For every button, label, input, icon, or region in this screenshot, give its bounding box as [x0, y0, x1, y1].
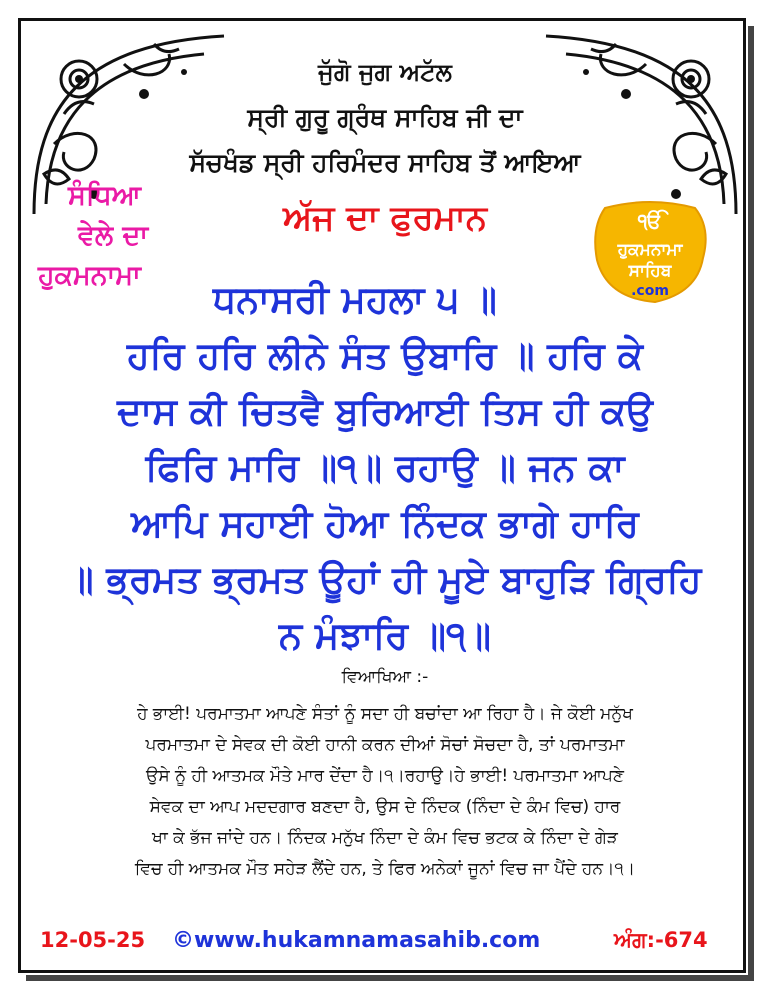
gurbani-line: ਧਨਾਸਰੀ ਮਹਲਾ ੫ ॥ — [213, 278, 497, 321]
gurbani-line: ਫਿਰਿ ਮਾਰਿ ॥੧॥ ਰਹਾਉ ॥ ਜਨ ਕਾ — [145, 446, 625, 489]
footer-date: 12-05-25 — [40, 928, 146, 952]
footer-website-link[interactable]: ©www.hukamnamasahib.com — [172, 928, 541, 953]
vyakhia-line: ਉਸੇ ਨੂੰ ਹੀ ਆਤਮਕ ਮੌਤੇ ਮਾਰ ਦੇਂਦਾ ਹੈ।੧।ਰਹਾਉ।ਹੇ ਭਾਈ! ਪਰਮਾਤਮਾ ਆਪਣੇ — [146, 766, 624, 786]
gurbani-line: ਹਰਿ ਹਰਿ ਲੀਨੇ ਸੰਤ ਉਬਾਰਿ ॥ ਹਰਿ ਕੇ — [127, 334, 643, 377]
page-title: ਅੱਜ ਦਾ ਫੁਰਮਾਨ — [283, 198, 487, 238]
vyakhia-text — [40, 699, 730, 885]
vyakhia-line: ਪਰਮਾਤਮਾ ਦੇ ਸੇਵਕ ਦੀ ਕੋਈ ਹਾਨੀ ਕਰਨ ਦੀਆਂ ਸੋਚਾਂ ਸੋਚਦਾ ਹੈ, ਤਾਂ ਪਰਮਾਤਮਾ — [145, 735, 625, 755]
gurbani-text — [38, 272, 732, 664]
gurbani-line: ਦਾਸ ਕੀ ਚਿਤਵੈ ਬੁਰਿਆਈ ਤਿਸ ਹੀ ਕਉ — [117, 390, 653, 433]
logo-line-2: ਸਾਹਿਬ — [628, 261, 672, 281]
sandhia-line-3: ਹੁਕਮਨਾਮਾ — [38, 260, 141, 291]
header-line-1: ਜੁੱਗੋ ਜੁਗ ਅਟੱਲ — [318, 58, 452, 86]
vyakhia-line: ਸੇਵਕ ਦਾ ਆਪ ਮਦਦਗਾਰ ਬਣਦਾ ਹੈ, ਉਸ ਦੇ ਨਿੰਦਕ (ਨਿੰਦਾ ਦੇ ਕੰਮ ਵਿਚ) ਹਾਰ — [149, 797, 621, 817]
vyakhia-heading: ਵਿਆਖਿਆ :- — [341, 667, 429, 687]
gurbani-line: ॥ ਭ੍ਰਮਤ ਭ੍ਰਮਤ ਊਹਾਂ ਹੀ ਮੂਏ ਬਾਹੁੜਿ ਗ੍ਰਿਹਿ — [68, 558, 702, 601]
vyakhia-line: ਵਿਚ ਹੀ ਆਤਮਕ ਮੌਤ ਸਹੇੜ ਲੈਂਦੇ ਹਨ, ਤੇ ਫਿਰ ਅਨੇਕਾਂ ਜੂਨਾਂ ਵਿਚ ਜਾ ਪੈਂਦੇ ਹਨ।੧। — [134, 859, 636, 879]
gurbani-line: ਆਪਿ ਸਹਾਈ ਹੋਆ ਨਿੰਦਕ ਭਾਗੇ ਹਾਰਿ — [131, 502, 639, 545]
footer-ang-number: ਅੰਗ:-674 — [614, 928, 708, 952]
logo-line-3: .com — [631, 283, 669, 299]
logo-line-1: ਹੁਕਮਨਾਮਾ — [617, 240, 683, 260]
vyakhia-line: ਹੇ ਭਾਈ! ਪਰਮਾਤਮਾ ਆਪਣੇ ਸੰਤਾਂ ਨੂੰ ਸਦਾ ਹੀ ਬਚਾਂਦਾ ਆ ਰਿਹਾ ਹੈ। ਜੇ ਕੋਈ ਮਨੁੱਖ — [137, 704, 633, 724]
sandhia-line-2: ਵੇਲੇ ਦਾ — [78, 220, 149, 251]
vyakhia-line: ਖਾ ਕੇ ਭੱਜ ਜਾਂਦੇ ਹਨ। ਨਿੰਦਕ ਮਨੁੱਖ ਨਿੰਦਾ ਦੇ ਕੰਮ ਵਿਚ ਭਟਕ ਕੇ ਨਿੰਦਾ ਦੇ ਗੇੜ — [152, 828, 618, 848]
header-line-2: ਸ੍ਰੀ ਗੁਰੂ ਗ੍ਰੰਥ ਸਾਹਿਬ ਜੀ ਦਾ — [247, 103, 523, 132]
header-line-3: ਸੱਚਖੰਡ ਸ੍ਰੀ ਹਰਿਮੰਦਰ ਸਾਹਿਬ ਤੋਂ ਆਇਆ — [189, 148, 581, 177]
ik-onkar-symbol: ੴ — [637, 209, 663, 233]
sandhia-line-1: ਸੰਧਿਆ — [68, 180, 142, 211]
gurbani-line: ਨ ਮੰਝਾਰਿ ॥੧॥ — [279, 614, 491, 657]
